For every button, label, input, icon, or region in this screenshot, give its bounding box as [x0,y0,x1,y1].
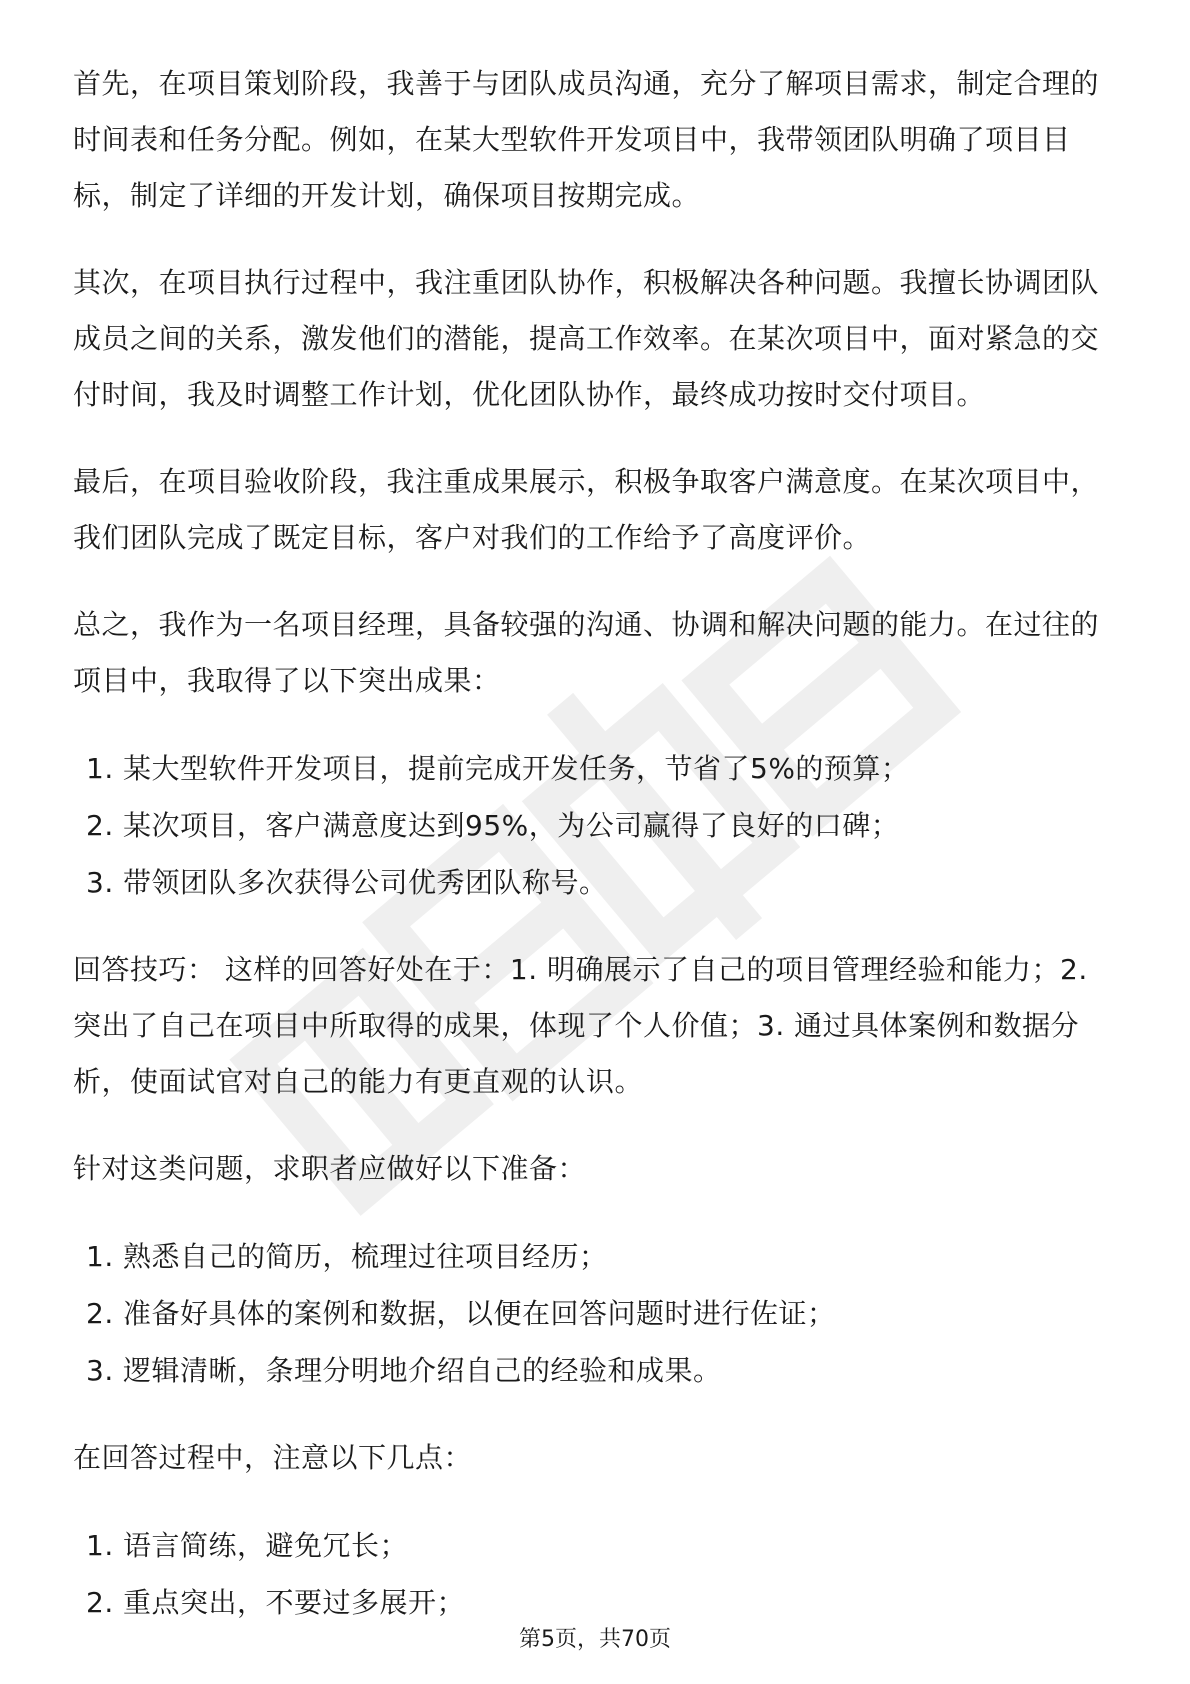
list-item [73,1285,1123,1342]
preparation-list [73,1228,1123,1399]
list-item [73,797,1123,854]
list-number: 1. [86,1240,114,1273]
paragraph-answer-tips: 回答技巧： 这样的回答好处在于：1. 明确展示了自己的项目管理经验和能力；2. 突出了自己在项目中所取得的成果，体现了个人价值；3. 通过具体案例和数据分析，使面试官对自己的能力有更直观的认识。 [73,953,1088,1098]
document-body [73,56,1123,1662]
list-item-text: 重点突出，不要过多展开； [123,1586,466,1619]
paragraph-acceptance: 最后，在项目验收阶段，我注重成果展示，积极争取客户满意度。在某次项目中，我们团队完成了既定目标，客户对我们的工作给予了高度评价。 [73,465,1100,554]
list-number: 1. [86,1529,114,1562]
list-item [73,1342,1123,1399]
list-number: 2. [86,809,114,842]
list-number: 2. [86,1297,114,1330]
list-number: 2. [86,1586,114,1619]
list-item [73,854,1123,911]
list-number: 3. [86,866,114,899]
paragraph-execution: 其次，在项目执行过程中，我注重团队协作，积极解决各种问题。我擅长协调团队成员之间的关系，激发他们的潜能，提高工作效率。在某次项目中，面对紧急的交付时间，我及时调整工作计划，优化团队协作，最终成功按时交付项目。 [73,266,1100,411]
list-item-text: 熟悉自己的简历，梳理过往项目经历； [123,1240,608,1273]
list-item [73,740,1123,797]
list-item-text: 逻辑清晰，条理分明地介绍自己的经验和成果。 [123,1354,722,1387]
list-item-text: 语言简练，避免冗长； [123,1529,409,1562]
list-item [73,1574,1123,1631]
paragraph-summary: 总之，我作为一名项目经理，具备较强的沟通、协调和解决问题的能力。在过往的项目中，我取得了以下突出成果： [73,608,1100,697]
list-item-text: 某大型软件开发项目，提前完成开发任务，节省了5%的预算； [123,752,910,785]
paragraph-notes-intro: 在回答过程中，注意以下几点： [73,1441,473,1474]
list-item [73,1517,1123,1574]
paragraph-prep-intro: 针对这类问题，求职者应做好以下准备： [73,1152,587,1185]
list-item-text: 带领团队多次获得公司优秀团队称号。 [123,866,608,899]
achievements-list [73,740,1123,911]
page-number: 第5页，共70页 [519,1627,671,1652]
list-number: 1. [86,752,114,785]
list-item-text: 某次项目，客户满意度达到95%，为公司赢得了良好的口碑； [123,809,900,842]
notes-list [73,1517,1123,1631]
list-item-text: 准备好具体的案例和数据，以便在回答问题时进行佐证； [123,1297,836,1330]
list-item [73,1228,1123,1285]
list-number: 3. [86,1354,114,1387]
paragraph-planning: 首先，在项目策划阶段，我善于与团队成员沟通，充分了解项目需求，制定合理的时间表和任务分配。例如，在某大型软件开发项目中，我带领团队明确了项目目标，制定了详细的开发计划，确保项目按期完成。 [73,67,1100,212]
